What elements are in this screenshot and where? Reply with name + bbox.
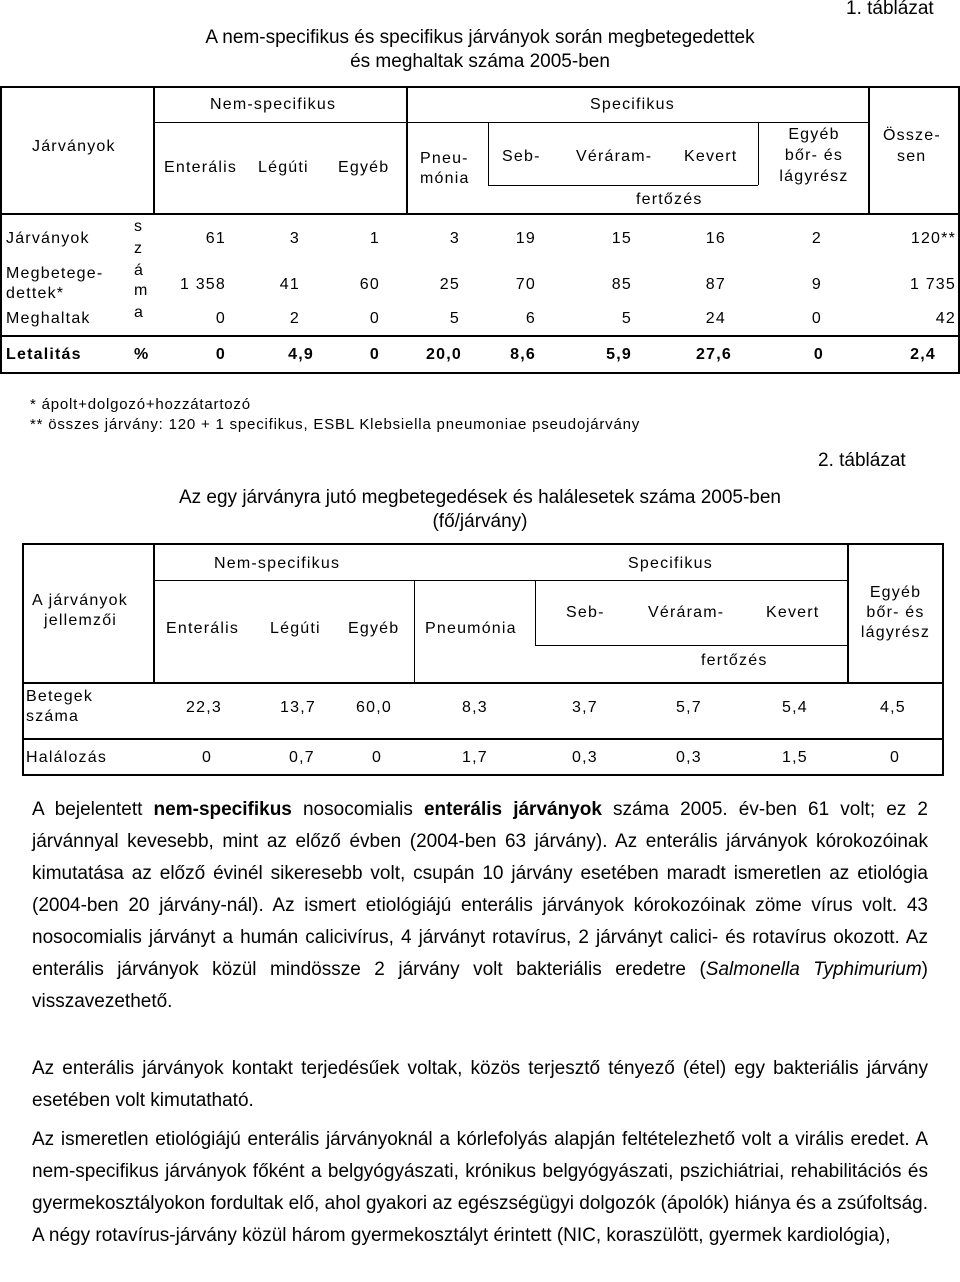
table1-col-leguti: Légúti xyxy=(258,159,309,176)
table2-group-spec: Specifikus xyxy=(628,555,713,572)
table1-row-label: dettek* xyxy=(6,285,65,302)
table1-cell: 2 xyxy=(811,230,822,247)
table1-cell: 5 xyxy=(449,310,460,327)
table2-left-header: jellemzői xyxy=(44,612,118,629)
paragraph-2: Az enterális járványok kontakt terjedésűek voltak, közös terjesztő tényező (étel) egy bakteriális járvány esetében volt kimutatható. xyxy=(32,1058,928,1111)
table2-cell: 0,3 xyxy=(572,749,598,766)
table2-col-kevert: Kevert xyxy=(766,604,820,621)
table2-group-nonspec: Nem-specifikus xyxy=(214,555,341,572)
table1-col-ossze: Össze- xyxy=(883,127,941,144)
table1-title-line1: A nem-specifikus és specifikus járványok során megbetegedettek xyxy=(205,27,755,48)
table1-cell: 87 xyxy=(705,276,726,293)
table1-cell: 85 xyxy=(611,276,632,293)
table1-letalitas-cell: 4,9 xyxy=(288,346,314,363)
table1-cell: 42 xyxy=(935,310,956,327)
table2-fertozes: fertőzés xyxy=(701,652,768,669)
table1-cell: 19 xyxy=(515,230,536,247)
szama-letter: s xyxy=(134,218,144,235)
table2-cell: 0,3 xyxy=(676,749,702,766)
table1-letalitas-cell: 8,6 xyxy=(510,346,536,363)
table1-col-kevert: Kevert xyxy=(684,148,738,165)
table1-row-label: Megbetege- xyxy=(6,265,104,282)
table2-title-line2: (fő/járvány) xyxy=(432,511,528,532)
table1-cell: 25 xyxy=(439,276,460,293)
table1-cell: 3 xyxy=(449,230,460,247)
table1-cell: 61 xyxy=(205,230,226,247)
table1-letalitas-cell: 20,0 xyxy=(426,346,462,363)
table1-cell: 3 xyxy=(289,230,300,247)
table2-cell: 3,7 xyxy=(572,699,598,716)
table1-col-enteralis: Enterális xyxy=(164,159,238,176)
table1-letalitas-cell: 27,6 xyxy=(696,346,732,363)
table1-col-monia: mónia xyxy=(420,170,470,187)
table1-cell: 0 xyxy=(215,310,226,327)
table2-cell: 0 xyxy=(202,749,213,766)
table1-cell: 16 xyxy=(705,230,726,247)
szama-letter: z xyxy=(134,240,144,257)
table1-group-spec: Specifikus xyxy=(590,96,675,113)
table2-col-egyeb: Egyéb xyxy=(348,620,400,637)
table2-col-leguti: Légúti xyxy=(270,620,321,637)
footnote: * ápolt+dolgozó+hozzátartozó xyxy=(30,396,251,413)
table1-col-seb: Seb- xyxy=(502,148,541,165)
table1-letalitas-cell: 0 xyxy=(215,346,226,363)
table2-col-seb: Seb- xyxy=(566,604,605,621)
table2-col-egyeb2: Egyéb xyxy=(869,584,922,601)
table1-cell: 70 xyxy=(515,276,536,293)
table1-cell: 2 xyxy=(289,310,300,327)
table2-cell: 0 xyxy=(890,749,901,766)
table1-title xyxy=(100,26,860,74)
table2-cell: 1,7 xyxy=(462,749,488,766)
table1-cell: 24 xyxy=(705,310,726,327)
table1-col-pneu: Pneu- xyxy=(420,150,469,167)
table1-col-sen: sen xyxy=(897,148,927,165)
table2-cell: 0,7 xyxy=(289,749,315,766)
table1-col-lagyresz: lágyrész xyxy=(779,168,849,185)
table2-cell: 13,7 xyxy=(280,699,316,716)
table1-cell: 0 xyxy=(369,310,380,327)
table1-cell: 60 xyxy=(359,276,380,293)
table1-fertozes: fertőzés xyxy=(636,191,703,208)
table1-col-egyeb2: Egyéb xyxy=(788,126,840,143)
table1-title-line2: és meghaltak száma 2005-ben xyxy=(350,51,610,72)
table2-col-enteralis: Enterális xyxy=(166,620,240,637)
table1-col-egyeb: Egyéb xyxy=(338,159,390,176)
table2-col-pneumonia: Pneumónia xyxy=(425,620,517,637)
table2-cell: 4,5 xyxy=(880,699,906,716)
table1-row-label: Járványok xyxy=(6,230,90,247)
table2-title xyxy=(80,486,880,534)
table2-cell: 22,3 xyxy=(186,699,222,716)
table2-row-label: száma xyxy=(26,708,80,725)
table2-col-veraram: Véráram- xyxy=(648,604,725,621)
table2-cell: 5,4 xyxy=(782,699,808,716)
table1-group-nonspec: Nem-specifikus xyxy=(210,96,337,113)
table1-cell: 120** xyxy=(910,230,956,247)
footnote: ** összes járvány: 120 + 1 specifikus, ESBL Klebsiella pneumoniae pseudojárvány xyxy=(30,416,641,433)
table1-cell: 1 358 xyxy=(179,276,226,293)
table2-col-bores: bőr- és xyxy=(866,604,925,621)
table2-title-line1: Az egy járványra jutó megbetegedések és halálesetek száma 2005-ben xyxy=(178,487,782,508)
table1-letalitas-cell: 2,4 xyxy=(910,346,936,363)
table1-cell: 6 xyxy=(525,310,536,327)
table1-cell: 1 735 xyxy=(909,276,956,293)
table2-left-header: A járványok xyxy=(32,592,128,609)
table1-letalitas-label: Letalitás xyxy=(6,346,82,363)
szama-letter: a xyxy=(134,304,145,321)
paragraph-3: Az ismeretlen etiológiájú enterális járványoknál a kórlefolyás alapján feltételezhető volt a virális eredet. A nem-specifikus járványok főként a belgyógyászati, krónikus belgyógyászati, pszichiátriai, rehabilitációs és gyermekosztályokon fordultak elő, ahol gyakori az egészségügyi dolgozók (ápolók) hiánya és a zsúfoltság. A négy rotavírus-járvány közül három gyermekosztályt érintett (NIC, koraszülött, gyermek kardiológia), xyxy=(32,1129,928,1246)
table1-cell: 15 xyxy=(611,230,632,247)
table1-col-veraram: Véráram- xyxy=(576,148,653,165)
paragraph-1: A bejelentett nem-specifikus nosocomialis enterális járványok száma 2005. év-ben 61 volt; ez 2 járvánnyal kevesebb, mint az előző évben (2004-ben 63 járvány). Az enterális járványok kórokozóinak kimutatása az előző évinél sikeresebb volt, csupán 10 járvány esetében maradt ismeretlen az etiológia (2004-ben 20 járvány-nál). Az ismert etiológiájú enterális járványok kórokozóinak zöme vírus volt. 43 nosocomialis járványt a humán calicivírus, 4 járványt rotavírus, 2 járványt calici- és rotavírus okozott. Az enterális járványok közül mindössze 2 járvány volt bakteriális eredetre (Salmonella Typhimurium) visszavezethető. xyxy=(32,799,928,1012)
table1-tag: 1. táblázat xyxy=(846,0,934,19)
table2-cell: 60,0 xyxy=(356,699,392,716)
table1-letalitas-cell: 0 xyxy=(813,346,824,363)
table2-row-label: Halálozás xyxy=(26,749,108,766)
table2-tag: 2. táblázat xyxy=(818,450,906,471)
table1-cell: 41 xyxy=(279,276,300,293)
table1-cell: 1 xyxy=(369,230,380,247)
table2-cell: 8,3 xyxy=(462,699,488,716)
table1-cell: 0 xyxy=(811,310,822,327)
table1-row-label: Meghaltak xyxy=(6,310,91,327)
table2-row-label: Betegek xyxy=(26,688,94,705)
table2-col-lagyresz: lágyrész xyxy=(860,624,931,641)
table2-cell: 0 xyxy=(372,749,383,766)
table2-cell: 1,5 xyxy=(782,749,808,766)
table1-letalitas-cell: 0 xyxy=(369,346,380,363)
table1-col-header-left: Járványok xyxy=(32,138,116,155)
table1-letalitas-unit: % xyxy=(134,346,150,363)
szama-letter: á xyxy=(134,262,145,279)
table2-cell: 5,7 xyxy=(676,699,702,716)
table1-cell: 5 xyxy=(621,310,632,327)
table1-letalitas-cell: 5,9 xyxy=(606,346,632,363)
table1-cell: 9 xyxy=(811,276,822,293)
table1-col-bores: bőr- és xyxy=(784,147,844,164)
szama-letter: m xyxy=(134,282,149,299)
